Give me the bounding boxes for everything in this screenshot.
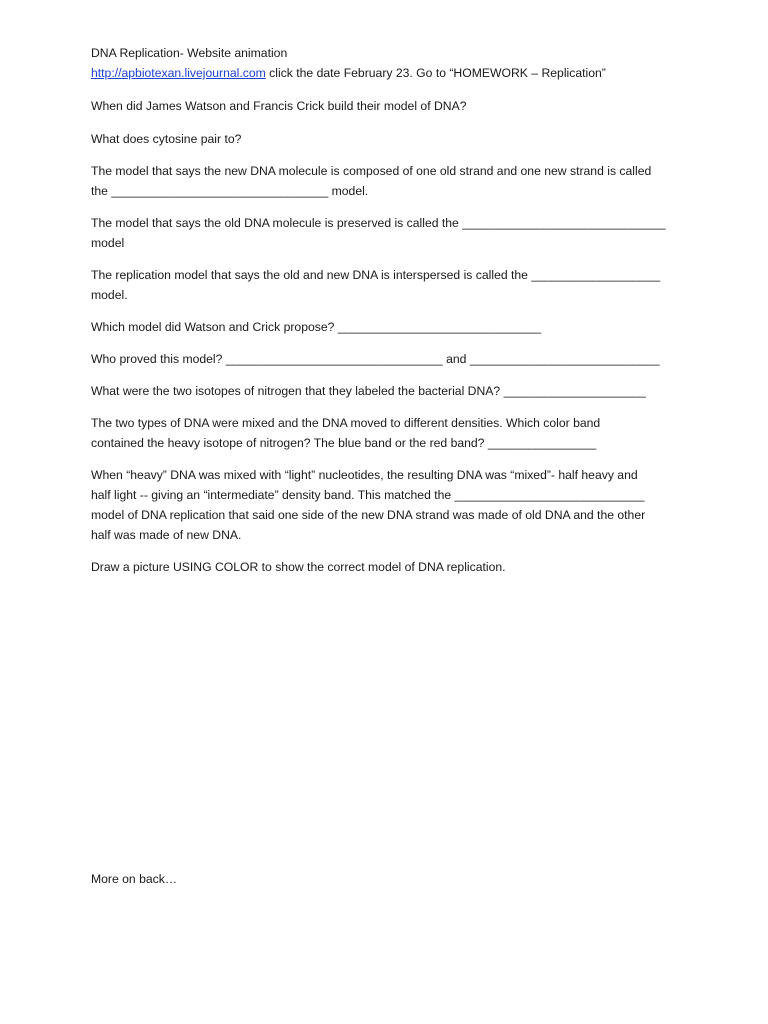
worksheet-title: DNA Replication- Website animation	[91, 46, 288, 60]
worksheet-header	[91, 43, 691, 83]
question-2	[91, 129, 691, 149]
question-line: model of DNA replication that said one side of the new DNA strand was made of old DNA and the other	[91, 508, 646, 522]
question-line: The model that says the new DNA molecule is composed of one old strand and one new strand is called	[91, 164, 652, 178]
question-line: When did James Watson and Francis Crick build their model of DNA?	[91, 99, 467, 113]
more-on-back-note: More on back…	[91, 872, 178, 886]
question-7	[91, 349, 691, 369]
question-line: Which model did Watson and Crick propose? ______________________________	[91, 320, 542, 334]
question-3	[91, 161, 691, 201]
question-line: Draw a picture USING COLOR to show the correct model of DNA replication.	[91, 560, 506, 574]
question-10	[91, 465, 691, 545]
question-6	[91, 317, 691, 337]
question-line: half light -- giving an “intermediate” density band. This matched the ____________________________	[91, 488, 645, 502]
question-5	[91, 265, 691, 305]
question-line: When “heavy” DNA was mixed with “light” nucleotides, the resulting DNA was “mixed”- half heavy and	[91, 468, 638, 482]
question-line: the ________________________________ model.	[91, 184, 369, 198]
footer	[91, 869, 691, 889]
drawing-area	[91, 577, 691, 869]
question-line: The two types of DNA were mixed and the DNA moved to different densities. Which color band	[91, 416, 601, 430]
question-11	[91, 557, 691, 577]
question-4	[91, 213, 691, 253]
question-1	[91, 96, 691, 116]
question-line: half was made of new DNA.	[91, 528, 242, 542]
question-line: model.	[91, 288, 128, 302]
question-line: Who proved this model? ________________________________ and ____________________________	[91, 352, 660, 366]
question-9	[91, 413, 691, 453]
worksheet-content	[91, 43, 691, 889]
website-link[interactable]: http://apbiotexan.livejournal.com	[91, 66, 266, 80]
instruction-line	[91, 63, 691, 83]
question-line: The replication model that says the old and new DNA is interspersed is called the ___________________	[91, 268, 661, 282]
question-line: model	[91, 236, 125, 250]
question-8	[91, 381, 691, 401]
question-line: contained the heavy isotope of nitrogen? The blue band or the red band? ________________	[91, 436, 597, 450]
question-line: The model that says the old DNA molecule is preserved is called the ______________________________	[91, 216, 666, 230]
instruction-text: click the date February 23. Go to “HOMEWORK – Replication”	[265, 66, 606, 80]
question-line: What does cytosine pair to?	[91, 132, 242, 146]
question-line: What were the two isotopes of nitrogen that they labeled the bacterial DNA? _____________________	[91, 384, 646, 398]
